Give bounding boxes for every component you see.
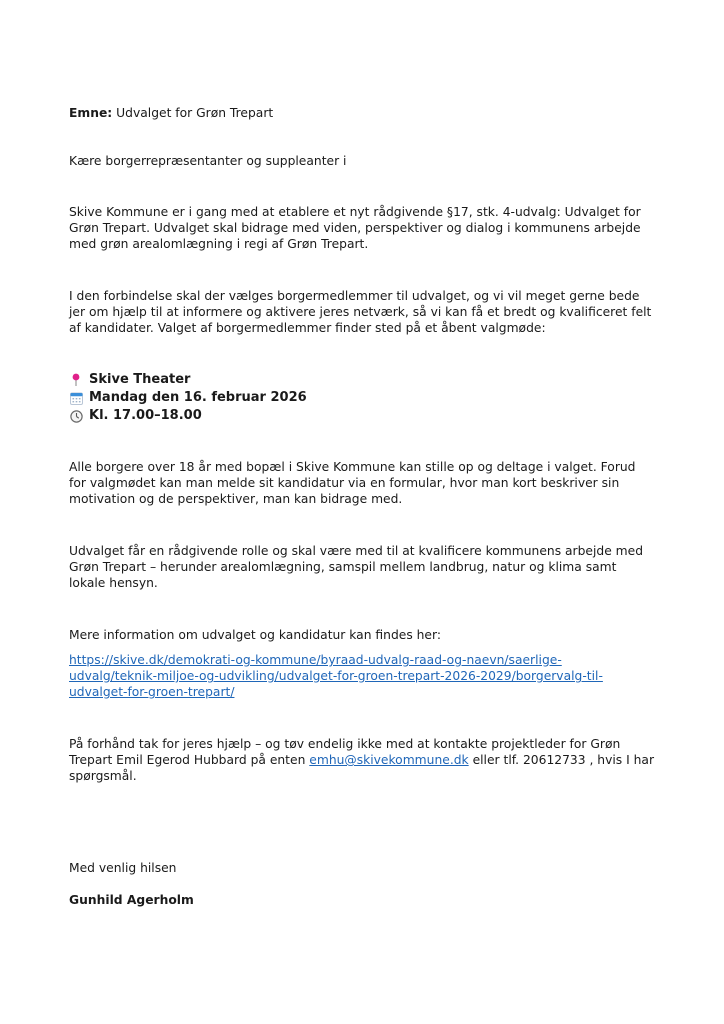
paragraph-more-info: Mere information om udvalget og kandidatur kan findes her: [69,628,441,642]
event-location [69,371,307,389]
subject-label: Emne: [69,106,113,120]
paragraph-request: I den forbindelse skal der vælges borgermedlemmer til udvalget, og vi vil meget gerne bede jer om hjælp til at informere og aktivere jeres netværk, så vi kan få et bredt og kvalificeret felt af kandidater. Valget af borgermedlemmer finder sted på et åbent valgmøde: [69,289,652,336]
clock-icon [69,409,83,423]
subject-text: Udvalget for Grøn Trepart [116,106,274,120]
event-details [69,371,307,425]
paragraph-eligibility: Alle borgere over 18 år med bopæl i Skive Kommune kan stille op og deltage i valget. Forud for valgmødet kan man melde sit kandidatur via en formular, hvor man kort beskriver sin motivation og de perspektiver, man kan bidrage med. [69,460,636,507]
paragraph-intro: Skive Kommune er i gang med at etablere et nyt rådgivende §17, stk. 4-udvalg: Udvalget for Grøn Trepart. Udvalget skal bidrage med viden, perspektiver og dialog i kommunens arbejde med grøn arealomlægning i regi af Grøn Trepart. [69,205,641,252]
event-date [69,389,307,407]
info-link-block [69,652,603,701]
info-link-line-1[interactable]: https://skive.dk/demokrati-og-kommune/byraad-udvalg-raad-og-naevn/saerlige- [69,653,562,667]
event-time-text: Kl. 17.00–18.00 [89,408,202,423]
map-pin-icon [69,373,83,387]
paragraph-closing [69,736,655,785]
paragraph-role: Udvalget får en rådgivende rolle og skal være med til at kvalificere kommunens arbejde med Grøn Trepart – herunder arealomlægning, samspil mellem landbrug, natur og klima samt lokale hensyn. [69,544,644,591]
event-location-text: Skive Theater [89,372,191,387]
calendar-icon [69,391,83,405]
info-link-line-2[interactable]: udvalg/teknik-miljoe-og-udvikling/udvalget-for-groen-trepart-2026-2029/borgervalg-til- [69,669,603,684]
event-date-text: Mandag den 16. februar 2026 [89,390,307,405]
event-time [69,407,307,425]
closing-text-after: eller tlf. 20612733 , hvis I har spørgsmål. [69,753,655,784]
info-link-line-3[interactable]: udvalget-for-groen-trepart/ [69,685,235,700]
closing-text-before: På forhånd tak for jeres hjælp – og tøv endelig ikke med at kontakte projektleder for Grøn Trepart Emil Egerod Hubbard på enten [69,737,621,768]
signature: Gunhild Agerholm [69,893,194,907]
email-link[interactable]: emhu@skivekommune.dk [309,753,469,768]
signoff: Med venlig hilsen [69,861,177,875]
greeting: Kære borgerrepræsentanter og suppleanter i [69,154,347,168]
subject-line [69,105,273,121]
